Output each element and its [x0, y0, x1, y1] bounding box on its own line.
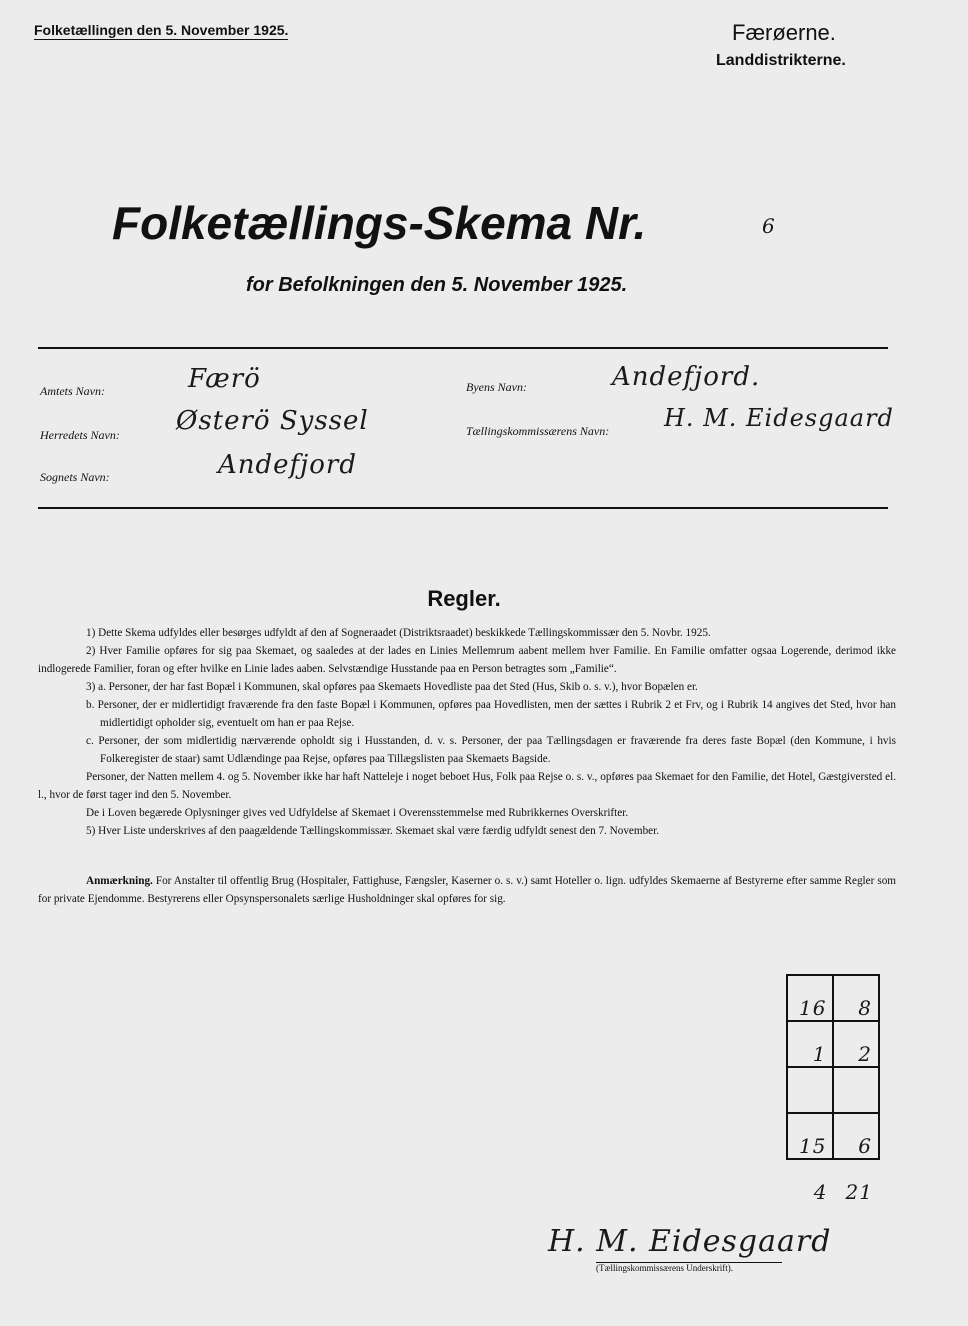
tally-cell: 4: [787, 1159, 833, 1204]
annotation-note: [38, 872, 896, 908]
amt-value: Færö: [188, 364, 261, 394]
rules-text: [38, 624, 896, 840]
commissioner-signature: H. M. Eidesgaard: [548, 1224, 832, 1259]
census-date-header: Folketællingen den 5. November 1925.: [34, 22, 289, 38]
note-text: For Anstalter til offentlig Brug (Hospitaler, Fattighuse, Fængsler, Kaserner o. s. v.) samt Hoteller o. lign. udfyldes Skemaerne af Bestyrerne efter samme Regler som for private Ejendomme. Bestyrerens eller Opsynspersonalets særlige Husholdninger skal opføres for sig.: [38, 875, 897, 905]
rule-3c: c. Personer, der som midlertidig nærværende opholdt sig i Husstanden, d. v. s. Personer, der paa Tællingsdagen er fraværende fra deres faste Bopæl (den Kommune, i hvis Folkeregister de staar) samt Udlændinge paa Rejse, opføres paa Tillægslisten paa Skemaets Bagside.: [86, 735, 896, 765]
rule-2: 2) Hver Familie opføres for sig paa Skemaet, og saaledes at der lades en Linies Mellemrum aabent mellem hver Familie. En Familie omfatter ogsaa Logerende, derimod ikke indlogerede Familier, foran og efter hvilke en Linie lades aaben. Selvstændige Husstande paa en Person betragtes som „Familie“.: [38, 645, 896, 675]
page-subtitle: for Befolkningen den 5. November 1925.: [246, 274, 628, 296]
tally-cell: 2: [833, 1021, 879, 1067]
tally-cell: [787, 1067, 833, 1113]
top-divider: [38, 347, 888, 349]
rule-3b: b. Personer, der er midlertidigt fraværende fra den faste Bopæl i Kommunen, opføres paa Hovedlisten, men der sættes i Rubrik 2 et Frv, og i Rubrik 14 angives det Sted, hvor han midlertidigt opholder sig, eventuelt om han er paa Rejse.: [86, 699, 896, 729]
tally-cell: [833, 1067, 879, 1113]
rule-1: 1) Dette Skema udfyldes eller besørges udfyldt af den af Sogneraadet (Distriktsraadet) beskikkede Tællingskommissær den 5. Novbr. 1925.: [86, 627, 711, 639]
rule-3a: 3) a. Personer, der har fast Bopæl i Kommunen, skal opføres paa Skemaets Hovedliste paa det Sted (Hus, Skib o. s. v.), hvor Bopælen er.: [86, 681, 698, 693]
tally-table: [786, 974, 880, 1212]
tally-cell: 16: [787, 975, 833, 1021]
tally-cell: 15: [787, 1113, 833, 1159]
rule-5: 5) Hver Liste underskrives af den paagældende Tællingskommissær. Skemaet skal være færdig udfyldt senest den 7. November.: [86, 825, 660, 837]
tally-cell: 21: [833, 1159, 879, 1204]
by-label: Byens Navn:: [466, 380, 527, 394]
tally-row: [787, 1159, 879, 1204]
tally-cell: 1: [787, 1021, 833, 1067]
by-value: Andefjord.: [612, 362, 761, 392]
page-title: Folketællings-Skema Nr.: [112, 197, 647, 249]
herred-value: Østerö Syssel: [176, 406, 369, 436]
rules-heading: Regler.: [427, 586, 501, 611]
region-label: Færøerne.: [732, 20, 836, 45]
bottom-divider: [38, 507, 888, 509]
sogn-value: Andefjord: [218, 450, 357, 480]
tally-row: [787, 1067, 879, 1113]
tally-row: [787, 1021, 879, 1067]
tally-row: [787, 1113, 879, 1159]
kommissaer-label: Tællingskommissærens Navn:: [466, 424, 610, 438]
district-label: Landdistrikterne.: [716, 52, 846, 69]
signature-caption: (Tællingskommissærens Underskrift).: [596, 1263, 733, 1273]
tally-row: [787, 975, 879, 1021]
note-label: Anmærkning.: [86, 875, 153, 887]
amt-label: Amtets Navn:: [40, 384, 105, 398]
tally-cell: 6: [833, 1113, 879, 1159]
form-number: 6: [762, 214, 776, 238]
rule-night: Personer, der Natten mellem 4. og 5. November ikke har haft Natteleje i noget beboet Hus, Folk paa Rejse o. s. v., opføres paa Skemaet for den Familie, det Hotel, Gæstgiversted el. l., hvor de først tager ind den 5. November.: [38, 771, 896, 801]
rule-4: De i Loven begærede Oplysninger gives ved Udfyldelse af Skemaet i Overensstemmelse med Rubrikkernes Overskrifter.: [86, 807, 629, 819]
herred-label: Herredets Navn:: [40, 428, 120, 442]
kommissaer-value: H. M. Eidesgaard: [664, 404, 894, 432]
sogn-label: Sognets Navn:: [40, 470, 110, 484]
tally-cell: 8: [833, 975, 879, 1021]
